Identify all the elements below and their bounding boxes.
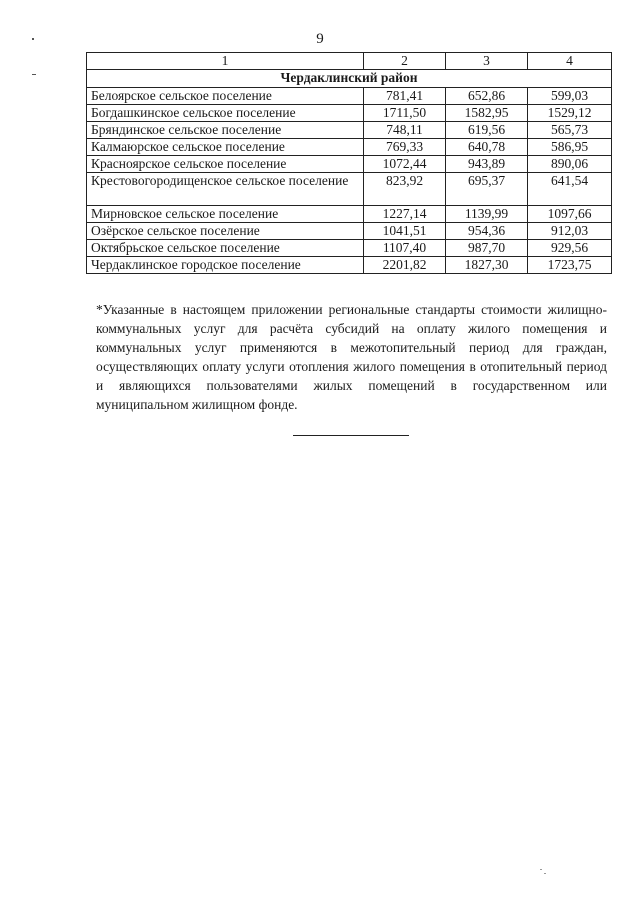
column-header-4: 4	[528, 53, 612, 70]
utility-rates-table	[86, 52, 612, 274]
district-name: Чердаклинский район	[87, 70, 612, 88]
table-row	[87, 139, 612, 156]
page-number: 9	[316, 31, 324, 47]
table-header-row	[87, 53, 612, 70]
value-col-3: 987,70	[446, 240, 528, 257]
table-row	[87, 122, 612, 139]
column-header-2: 2	[364, 53, 446, 70]
value-col-3: 954,36	[446, 223, 528, 240]
closing-rule	[293, 435, 409, 436]
value-col-2: 1072,44	[364, 156, 446, 173]
table-row	[87, 88, 612, 105]
settlement-name: Богдашкинское сельское поселение	[87, 105, 364, 122]
table-row	[87, 223, 612, 240]
value-col-3: 695,37	[446, 173, 528, 206]
value-col-2: 1227,14	[364, 206, 446, 223]
value-col-4: 599,03	[528, 88, 612, 105]
value-col-4: 586,95	[528, 139, 612, 156]
table-row	[87, 240, 612, 257]
settlement-name: Бряндинское сельское поселение	[87, 122, 364, 139]
table-row	[87, 206, 612, 223]
value-col-2: 1041,51	[364, 223, 446, 240]
settlement-name: Октябрьское сельское поселение	[87, 240, 364, 257]
value-col-4: 912,03	[528, 223, 612, 240]
table-row	[87, 105, 612, 122]
value-col-4: 929,56	[528, 240, 612, 257]
table-row	[87, 156, 612, 173]
value-col-4: 1529,12	[528, 105, 612, 122]
scan-artifact	[540, 869, 542, 870]
settlement-name: Чердаклинское городское поселение	[87, 257, 364, 274]
settlement-name: Красноярское сельское поселение	[87, 156, 364, 173]
settlement-name: Озёрское сельское поселение	[87, 223, 364, 240]
settlement-name: Белоярское сельское поселение	[87, 88, 364, 105]
value-col-4: 565,73	[528, 122, 612, 139]
district-row	[87, 70, 612, 88]
value-col-4: 1723,75	[528, 257, 612, 274]
settlement-name: Мирновское сельское поселение	[87, 206, 364, 223]
value-col-2: 823,92	[364, 173, 446, 206]
value-col-4: 890,06	[528, 156, 612, 173]
value-col-3: 619,56	[446, 122, 528, 139]
value-col-4: 1097,66	[528, 206, 612, 223]
value-col-3: 640,78	[446, 139, 528, 156]
value-col-3: 1827,30	[446, 257, 528, 274]
settlement-name: Калмаюрское сельское поселение	[87, 139, 364, 156]
value-col-4: 641,54	[528, 173, 612, 206]
footnote: *Указанные в настоящем приложении региональные стандарты стоимости жилищно-коммунальных услуг для расчёта субсидий на оплату жилого помещения и коммунальных услуг применяются в межотопительный период для граждан, осуществляющих оплату услуги отопления жилого помещения в отопительный период и являющихся пользователями жилых помещений в государственном или муниципальном жилищном фонде.	[96, 302, 607, 412]
table-row	[87, 257, 612, 274]
value-col-3: 1139,99	[446, 206, 528, 223]
value-col-3: 943,89	[446, 156, 528, 173]
column-header-1: 1	[87, 53, 364, 70]
scan-artifact	[32, 74, 36, 75]
scan-artifact	[544, 873, 546, 874]
value-col-2: 781,41	[364, 88, 446, 105]
value-col-2: 1711,50	[364, 105, 446, 122]
value-col-2: 748,11	[364, 122, 446, 139]
value-col-3: 652,86	[446, 88, 528, 105]
value-col-2: 1107,40	[364, 240, 446, 257]
settlement-name: Крестовогородищенское сельское поселение	[87, 173, 364, 206]
value-col-2: 2201,82	[364, 257, 446, 274]
scan-artifact	[32, 38, 34, 40]
column-header-3: 3	[446, 53, 528, 70]
table-row	[87, 173, 612, 206]
value-col-2: 769,33	[364, 139, 446, 156]
value-col-3: 1582,95	[446, 105, 528, 122]
